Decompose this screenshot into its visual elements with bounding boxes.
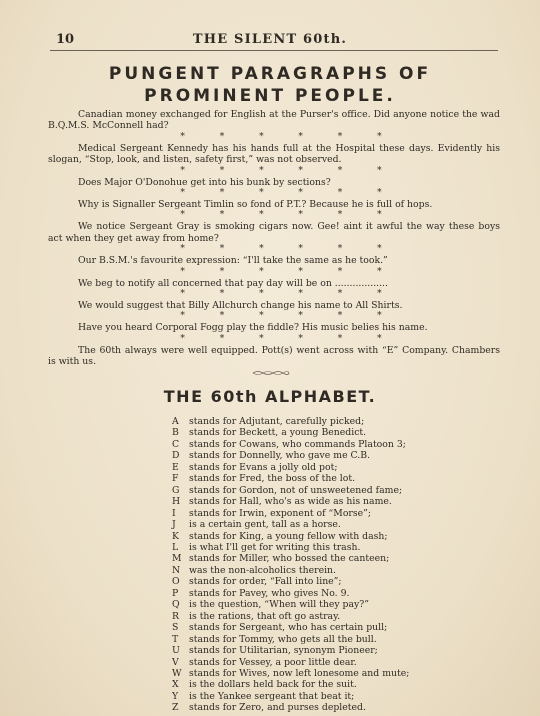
alphabet-line xyxy=(172,679,512,690)
header-rule xyxy=(50,50,498,51)
separator-stars: * * * * * * xyxy=(180,311,398,322)
alphabet-letter: O xyxy=(172,576,180,588)
alphabet-text: stands for Fred, the boss of the lot. xyxy=(189,473,356,485)
page-number: 10 xyxy=(56,32,75,47)
section-title-line2: PROMINENT PEOPLE. xyxy=(144,86,396,106)
paragraph: We would suggest that Billy Allchurch change his name to All Shirts. xyxy=(78,300,403,312)
alphabet-line xyxy=(172,485,512,496)
alphabet-text: was the non-alcoholics therein. xyxy=(189,564,336,576)
separator-stars: * * * * * * xyxy=(180,131,398,142)
alphabet-line xyxy=(172,691,512,702)
alphabet-text: stands for Beckett, a young Benedict. xyxy=(189,427,367,439)
alphabet-letter: B xyxy=(172,427,179,439)
alphabet-line xyxy=(172,519,512,530)
alphabet-text: stands for Pavey, who gives No. 9. xyxy=(189,587,350,599)
alphabet-line xyxy=(172,508,512,519)
alphabet-line xyxy=(172,588,512,599)
alphabet-text: stands for Vessey, a poor little dear. xyxy=(189,656,357,668)
page-header xyxy=(0,30,540,50)
ornament-divider xyxy=(252,370,290,376)
alphabet-letter: U xyxy=(172,645,180,657)
alphabet-letter: L xyxy=(172,541,179,553)
alphabet-text: stands for Cowans, who commands Platoon 3; xyxy=(189,438,406,450)
alphabet-line xyxy=(172,531,512,542)
alphabet-text: stands for Wives, now left lonesome and mute; xyxy=(189,667,410,679)
alphabet-line xyxy=(172,496,512,507)
paragraph: Canadian money exchanged for English at the Purser's office. Did anyone notice the wad B.Q.M.S. McConnell had? xyxy=(48,109,500,132)
alphabet-line xyxy=(172,553,512,564)
alphabet-line xyxy=(172,462,512,473)
alphabet-line xyxy=(172,416,512,427)
separator-stars: * * * * * * xyxy=(180,165,398,176)
paragraph: The 60th always were well equipped. Pott(s) went across with “E” Company. Chambers is with us. xyxy=(48,344,500,368)
alphabet-line xyxy=(172,645,512,656)
separator-stars: * * * * * * xyxy=(180,289,398,300)
alphabet-letter: Z xyxy=(172,702,179,714)
alphabet-text: stands for order, “Fall into line”; xyxy=(189,576,342,588)
paragraph: Our B.S.M.'s favourite expression: “I'll take the same as he took.” xyxy=(78,255,388,267)
alphabet-line xyxy=(172,622,512,633)
paragraphs-block xyxy=(48,109,500,368)
separator-stars: * * * * * * xyxy=(180,188,398,199)
paragraph: Have you heard Corporal Fogg play the fiddle? His music belies his name. xyxy=(78,322,428,334)
alphabet-line xyxy=(172,473,512,484)
alphabet-text: is the question, “When will they pay?” xyxy=(189,599,370,611)
alphabet-line xyxy=(172,427,512,438)
separator-stars: * * * * * * xyxy=(180,244,398,255)
alphabet-letter: T xyxy=(172,633,179,645)
alphabet-letter: N xyxy=(172,564,181,576)
alphabet-text: stands for King, a young fellow with dash; xyxy=(189,530,388,542)
alphabet-text: stands for Gordon, not of unsweetened fame; xyxy=(189,484,403,496)
alphabet-line xyxy=(172,634,512,645)
alphabet-text: is the Yankee sergeant that beat it; xyxy=(189,690,355,702)
alphabet-text: stands for Adjutant, carefully picked; xyxy=(189,416,365,427)
alphabet-line xyxy=(172,565,512,576)
alphabet-letter: F xyxy=(172,473,179,485)
alphabet-line xyxy=(172,611,512,622)
alphabet-line xyxy=(172,668,512,679)
alphabet-text: stands for Utilitarian, synonym Pioneer; xyxy=(189,645,378,657)
alphabet-line xyxy=(172,576,512,587)
paragraph: Does Major O'Donohue get into his bunk by sections? xyxy=(78,176,331,188)
alphabet-text: stands for Evans a jolly old pot; xyxy=(189,461,338,473)
alphabet-letter: K xyxy=(172,530,179,542)
separator-stars: * * * * * * xyxy=(180,266,398,277)
alphabet-text: stands for Miller, who bossed the canteen; xyxy=(189,553,390,565)
section-title-line1: PUNGENT PARAGRAPHS OF xyxy=(108,64,432,84)
alphabet-text: stands for Hall, who's as wide as his name. xyxy=(189,496,392,508)
alphabet-letter: G xyxy=(172,484,180,496)
alphabet-list xyxy=(172,416,512,714)
alphabet-letter: C xyxy=(172,438,180,450)
alphabet-letter: R xyxy=(172,610,179,622)
running-title: THE SILENT 60th. xyxy=(192,32,348,47)
alphabet-letter: X xyxy=(172,679,179,691)
alphabet-text: stands for Sergeant, who has certain pull; xyxy=(189,622,388,634)
alphabet-text: stands for Zero, and purses depleted. xyxy=(189,702,366,714)
alphabet-letter: J xyxy=(172,519,176,531)
alphabet-title: THE 60th ALPHABET. xyxy=(163,387,377,406)
alphabet-text: stands for Donnelly, who gave me C.B. xyxy=(189,450,371,462)
alphabet-line xyxy=(172,450,512,461)
alphabet-text: is the rations, that oft go astray. xyxy=(189,610,341,622)
alphabet-letter: E xyxy=(172,461,179,473)
alphabet-letter: D xyxy=(172,450,180,462)
alphabet-letter: I xyxy=(172,507,176,519)
paragraph: We beg to notify all concerned that pay day will be on .................. xyxy=(78,277,388,289)
alphabet-text: stands for Tommy, who gets all the bull. xyxy=(189,633,377,645)
alphabet-letter: P xyxy=(172,587,179,599)
alphabet-letter: S xyxy=(172,622,179,634)
alphabet-letter: W xyxy=(172,667,182,679)
separator-stars: * * * * * * xyxy=(180,210,398,221)
alphabet-letter: V xyxy=(172,656,179,668)
alphabet-text: is a certain gent, tall as a horse. xyxy=(189,519,341,531)
alphabet-line xyxy=(172,542,512,553)
alphabet-text: is the dollars held back for the suit. xyxy=(189,679,357,691)
alphabet-letter: M xyxy=(172,553,182,565)
alphabet-line xyxy=(172,439,512,450)
alphabet-letter: Q xyxy=(172,599,180,611)
alphabet-text: stands for Irwin, exponent of “Morse”; xyxy=(189,507,372,519)
alphabet-letter: H xyxy=(172,496,181,508)
alphabet-letter: A xyxy=(172,416,179,427)
paragraph: Why is Signaller Sergeant Timlin so fond of P.T.? Because he is full of hops. xyxy=(78,199,433,211)
alphabet-text: is what I'll get for writing this trash. xyxy=(189,541,361,553)
alphabet-line xyxy=(172,702,512,713)
paragraph: Medical Sergeant Kennedy has his hands full at the Hospital these days. Evidently his slogan, “Stop, look, and listen, safety first,” was not observed. xyxy=(48,142,500,166)
alphabet-line xyxy=(172,599,512,610)
separator-stars: * * * * * * xyxy=(180,333,398,344)
alphabet-letter: Y xyxy=(172,690,179,702)
alphabet-line xyxy=(172,657,512,668)
paragraph: We notice Sergeant Gray is smoking cigars now. Gee! aint it awful the way these boys act when they get away from home? xyxy=(48,221,500,244)
